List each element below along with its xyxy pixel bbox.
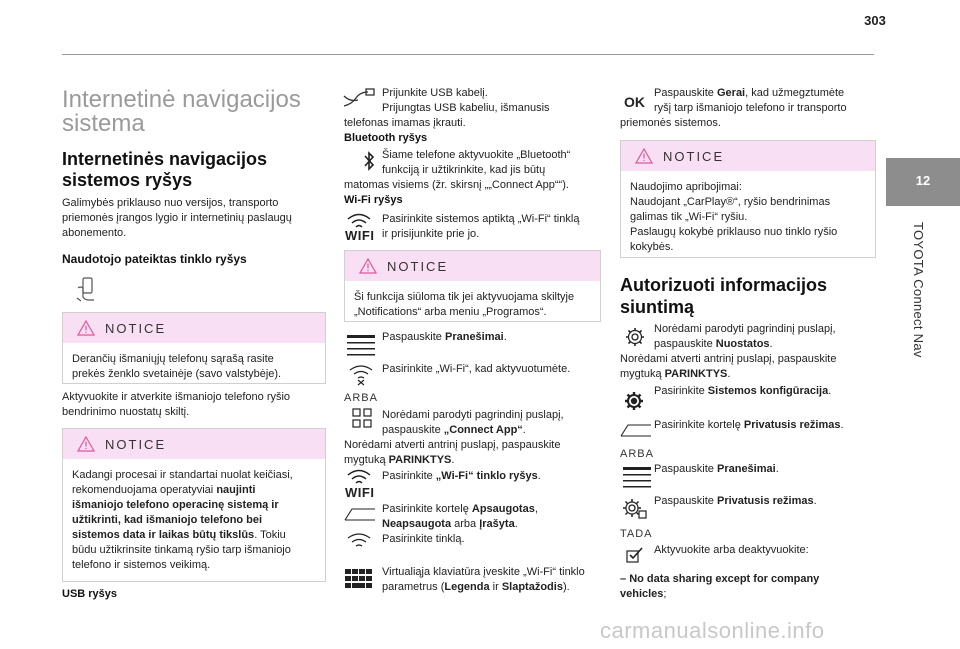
bluetooth-instruction: Šiame telefone aktyvuokite „Bluetooth“ funkciją ir užtikrinkite, kad jis būtų	[382, 149, 571, 176]
page-number: 303	[864, 13, 886, 28]
keyboard-icon	[344, 568, 374, 592]
then-label: TADA	[620, 528, 653, 540]
notice-title: NOTICE	[387, 259, 449, 274]
select-wifi-activate: Pasirinkite „Wi-Fi“, kad aktyvuotumėte.	[382, 363, 571, 375]
wifi-network-icon	[346, 532, 372, 554]
bluetooth-visibility-note: matomas visiems (žr. skirsnį „„Connect App““).	[344, 179, 569, 191]
notice-box-compatible-phones	[62, 312, 326, 384]
warning-triangle-icon	[77, 436, 95, 452]
section-title-line1: Internetinė navigacijos	[62, 86, 301, 113]
notice-box-update-os	[62, 428, 326, 582]
chapter-label: TOYOTA Connect Nav	[911, 222, 926, 358]
settings-instruction: Norėdami parodyti pagrindinį puslapį, paspauskite Nuostatos.	[654, 323, 836, 350]
bluetooth-icon	[362, 150, 376, 172]
heading-user-network: Naudotojo pateiktas tinklo ryšys	[62, 252, 247, 266]
notice-box-carplay	[620, 140, 876, 258]
checkbox-icon	[626, 546, 644, 564]
heading-connection-line2: sistemos ryšys	[62, 170, 193, 190]
private-mode-tab-instruction: Pasirinkite kortelę Privatusis režimas.	[654, 419, 844, 431]
heading-bluetooth: Bluetooth ryšys	[344, 132, 428, 144]
wifi-instruction: Pasirinkite sistemos aptiktą „Wi-Fi“ tinklą ir prisijunkite prie jo.	[382, 213, 580, 240]
select-network: Pasirinkite tinklą.	[382, 533, 465, 545]
press-private-mode: Paspauskite Privatusis režimas.	[654, 495, 817, 507]
press-notifications: Paspauskite Pranešimai.	[382, 331, 507, 343]
system-config-icon	[624, 390, 648, 412]
private-mode-icon	[622, 496, 648, 520]
notice-title: NOTICE	[663, 149, 725, 164]
notice-title: NOTICE	[105, 437, 167, 452]
ok-instruction: Paspauskite Gerai, kad užmegztumėte ryšį tarp išmaniojo telefono ir transporto	[654, 87, 847, 114]
tab-icon	[620, 422, 652, 438]
warning-triangle-icon	[359, 258, 377, 274]
notice-box-notifications	[344, 250, 601, 322]
heading-wifi: Wi-Fi ryšys	[344, 194, 403, 206]
activate-sharing-paragraph: Aktyvuokite ir atverkite išmaniojo telefono ryšio bendrinimo nuostatų skiltį.	[62, 391, 291, 418]
keyboard-instruction: Virtualiąja klaviatūra įveskite „Wi-Fi“ tinklo parametrus (Legenda ir Slaptažodis).	[382, 566, 585, 593]
usb-cable-icon	[342, 88, 376, 110]
options-instruction: Norėdami atverti antrinį puslapį, paspauskite mygtuką PARINKTYS.	[620, 353, 837, 380]
chapter-number: 12	[915, 173, 931, 188]
or-label: ARBA	[344, 392, 378, 404]
wifi-icon-label: WIFI	[345, 485, 375, 500]
notice-text: Naudojimo apribojimai: Naudojant „CarPlay®“, ryšio bendrinimas galimas tik „Wi-Fi“ ryšiu. Paslaugų kokybė priklauso nuo tinklo ryšio kokybės.	[630, 181, 838, 253]
wifi-off-icon	[348, 364, 374, 386]
connect-app-grid-icon	[352, 408, 372, 428]
notifications-menu-icon	[622, 466, 652, 492]
notifications-menu-icon	[346, 334, 376, 360]
select-tab-instruction: Pasirinkite kortelę Apsaugotas, Neapsaugota arba Įrašyta.	[382, 503, 538, 530]
warning-triangle-icon	[77, 320, 95, 336]
smartphone-hand-icon	[74, 276, 100, 302]
options-instruction: Norėdami atverti antrinį puslapį, paspauskite mygtuką PARINKTYS.	[344, 439, 561, 466]
warning-triangle-icon	[635, 148, 653, 164]
or-label: ARBA	[620, 448, 654, 460]
heading-authorize-line2: siuntimą	[620, 297, 695, 317]
ok-icon: OK	[624, 94, 645, 110]
connect-app-instruction: Norėdami parodyti pagrindinį puslapį, paspauskite „Connect App“.	[382, 409, 564, 436]
tab-icon	[344, 506, 376, 522]
select-wifi-connection: Pasirinkite „Wi-Fi“ tinklo ryšys.	[382, 470, 541, 482]
notice-text: Kadangi procesai ir standartai nuolat keičiasi, rekomenduojama operatyviai naujinti išmaniojo telefono operacinę sistemą ir užtikrinti, kad išmaniojo telefono bei sistemos data ir laikas būtų tikslūs. Tokiu būdu užtikrinsite tinkamą ryšio tarp išmaniojo telefono ir sistemos veikimą.	[72, 469, 293, 571]
press-notifications: Paspauskite Pranešimai.	[654, 463, 779, 475]
heading-usb: USB ryšys	[62, 588, 118, 600]
settings-gear-icon	[624, 326, 646, 348]
ok-instruction-end: priemonės sistemos.	[620, 117, 721, 129]
watermark: carmanualsonline.info	[600, 618, 825, 643]
system-config-instruction: Pasirinkite Sistemos konfigūracija.	[654, 385, 832, 397]
heading-authorize-line1: Autorizuoti informacijos	[620, 275, 827, 295]
toggle-instruction: Aktyvuokite arba deaktyvuokite:	[654, 544, 809, 556]
notice-text: Derančių išmaniųjų telefonų sąrašą rasite prekės ženklo svetainėje (savo valstybėje).	[72, 353, 282, 380]
usb-charging-note: telefonas imamas įkrauti.	[344, 117, 466, 129]
notice-text: Ši funkcija siūloma tik jei aktyvuojama skiltyje „Notifications“ arba meniu „Programos“.	[354, 291, 575, 318]
usb-instruction: Prijunkite USB kabelį. Prijungtas USB kabeliu, išmanusis	[382, 87, 550, 114]
notice-title: NOTICE	[105, 321, 167, 336]
section-title-line2: sistema	[62, 110, 145, 137]
heading-connection-line1: Internetinės navigacijos	[62, 149, 268, 169]
wifi-icon-label: WIFI	[345, 228, 375, 243]
header-divider	[62, 54, 874, 55]
option-no-data-sharing: – No data sharing except for company vehicles;	[620, 573, 820, 600]
intro-paragraph: Galimybės priklauso nuo versijos, transporto priemonės įrangos lygio ir internetinių paslaugų abonemento.	[62, 197, 292, 239]
